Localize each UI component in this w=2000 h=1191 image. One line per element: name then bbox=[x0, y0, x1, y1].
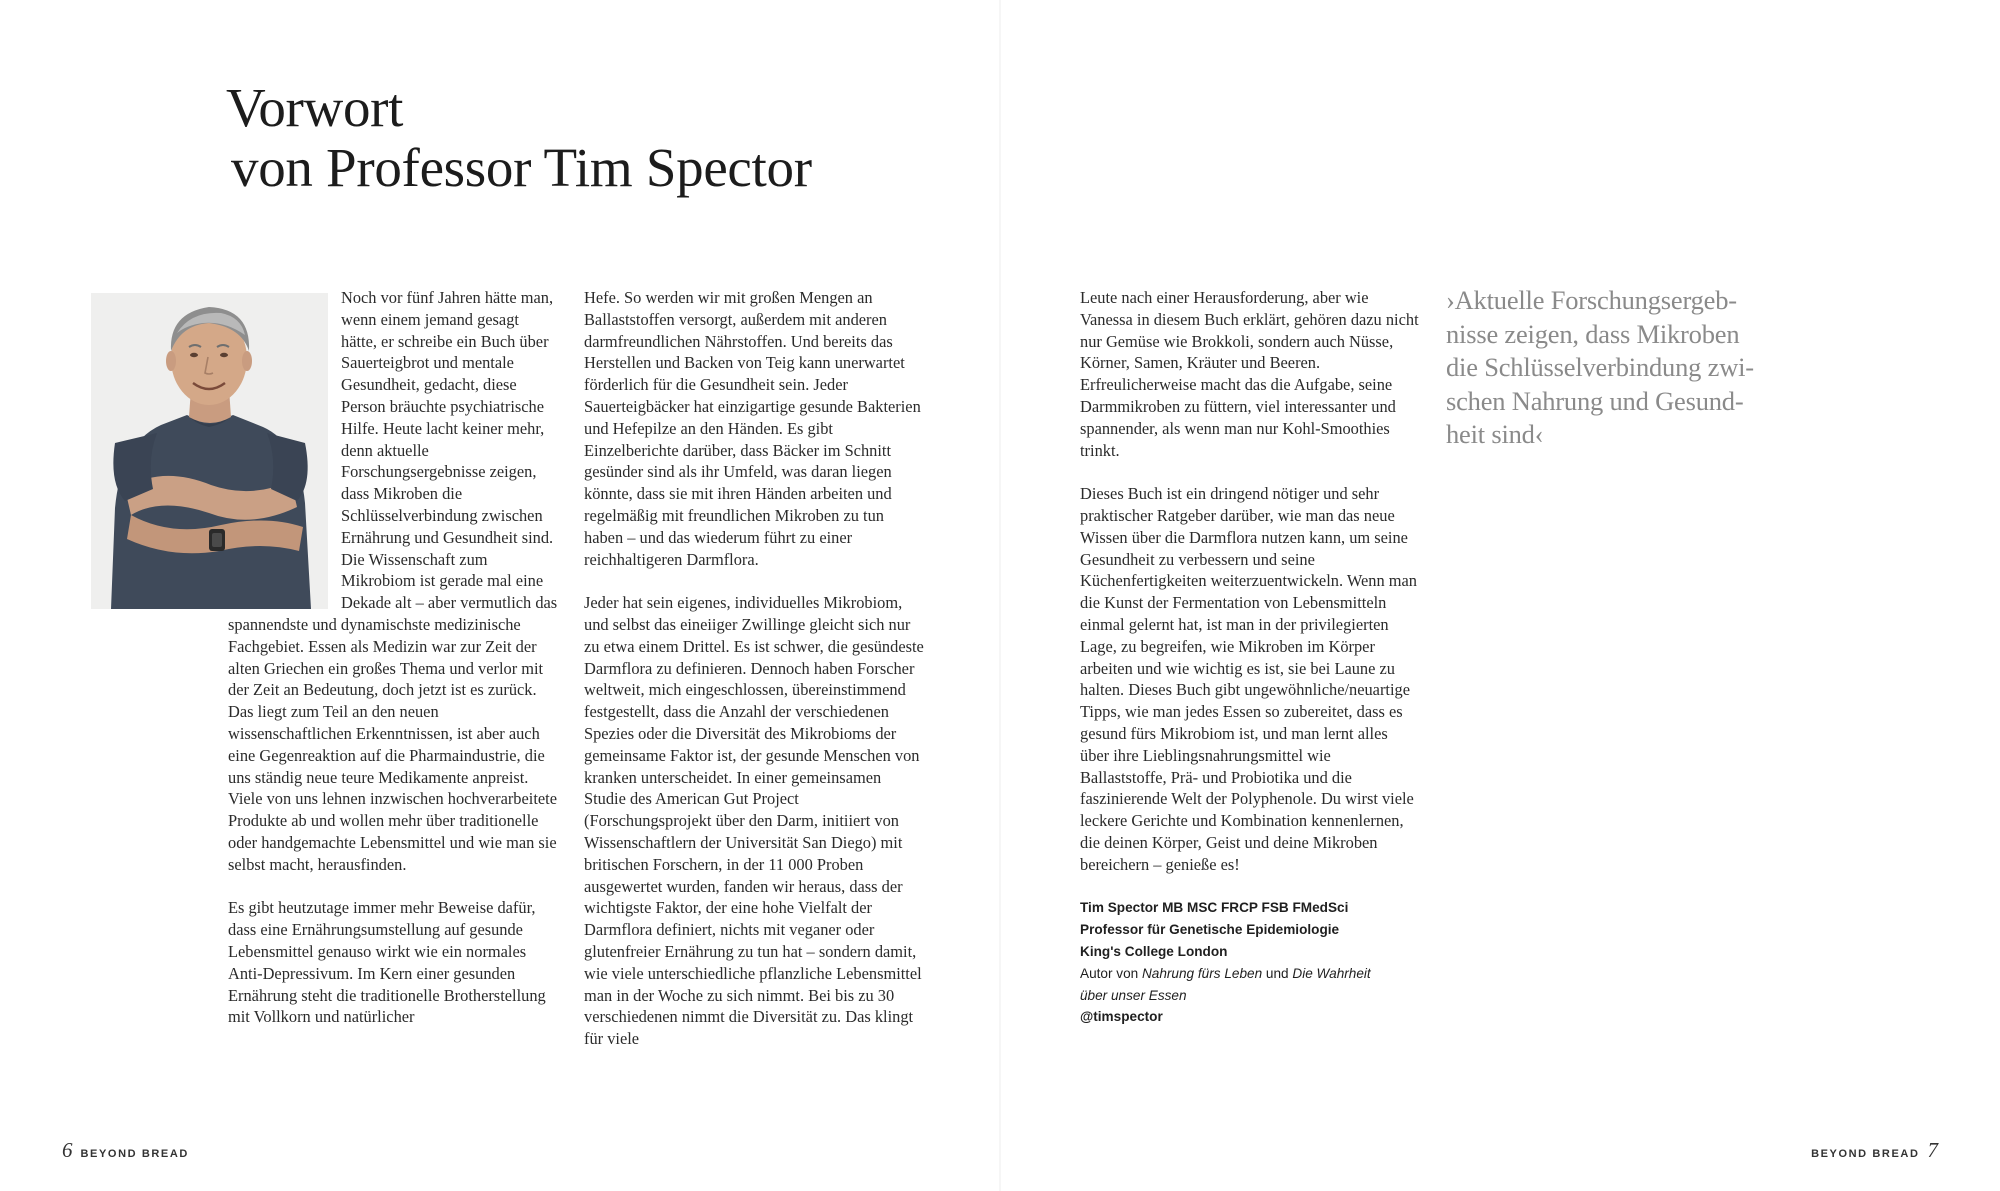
author-name: Tim Spector MB MSC FRCP FSB FMedSci bbox=[1080, 900, 1349, 916]
author-books-line bbox=[1080, 963, 1420, 985]
pull-quote bbox=[1446, 284, 1786, 452]
pull-quote-line-1: ›Aktuelle Forschungsergeb- bbox=[1446, 285, 1737, 315]
book-title-1: Nahrung fürs Leben bbox=[1141, 965, 1263, 981]
title-line-2: von Professor Tim Spector bbox=[231, 137, 812, 198]
footer-right bbox=[1811, 1138, 1938, 1163]
paragraph-challenge: Leute nach einer Herausforderung, aber wie Vanessa in diesem Buch erklärt, gehören dazu nicht nur Gemüse wie Brokkoli, sondern auch Nüsse, Körner, Samen, Kräuter und Beeren. Erfreulicherweise macht das die Aufgabe, seine Darmmikroben zu füttern, viel interessanter und spannender, als wenn man nur Kohl-Smoothies trinkt. bbox=[1080, 288, 1419, 460]
author-institution: King's College London bbox=[1080, 943, 1228, 959]
paragraph-intro bbox=[228, 287, 558, 876]
pull-quote-line-4: schen Nahrung und Gesund- bbox=[1446, 385, 1744, 416]
text-column-2 bbox=[584, 287, 924, 1072]
paragraph-intro-text: Noch vor fünf Jahren hätte man, wenn einem jemand gesagt hätte, er schreibe ein Buch über Sauerteigbrot und mentale Gesundheit, gedacht, diese Person bräuchte psychiatrische Hilfe. Heute lacht keiner mehr, denn aktuelle Forschungsergebnisse zeigen, dass Mikroben die Schlüsselverbindung zwischen Ernährung und Gesundheit sind. Die Wissenschaft zum Mikrobiom ist gerade mal eine Dekade alt – aber vermutlich das spannendste und dynamischste medizinische Fachgebiet. Essen als Medizin war zur Zeit der alten Griechen ein großes Thema und verlor mit der Zeit an Bedeutung, doch jetzt ist es zurück. Das liegt zum Teil an den neuen wissenschaftlichen Erkenntnissen, ist aber auch eine Gegenreaktion auf die Pharmaindustrie, die uns ständig neue teure Medikamente anpreist. Viele von uns lehnen inzwischen hochverarbeitete Produkte ab und wollen mehr über traditionelle oder handgemachte Lebensmittel und wie man sie selbst macht, herausfinden. bbox=[228, 288, 558, 874]
title-line-1: Vorwort bbox=[226, 77, 404, 138]
footer-left bbox=[62, 1138, 189, 1163]
pull-quote-line-5: heit sind‹ bbox=[1446, 419, 1544, 449]
page-gutter bbox=[999, 0, 1001, 1191]
page-number-right: 7 bbox=[1927, 1138, 1938, 1162]
author-books-and: und bbox=[1262, 965, 1293, 981]
author-position: Professor für Genetische Epidemiologie bbox=[1080, 922, 1340, 938]
pull-quote-line-2: nisse zeigen, dass Mikroben bbox=[1446, 318, 1740, 349]
running-head-right: BEYOND BREAD bbox=[1811, 1148, 1920, 1160]
book-title-2-line-1: Die Wahrheit bbox=[1292, 965, 1371, 981]
paragraph-evidence: Es gibt heutzutage immer mehr Beweise dafür, dass eine Ernährungsumstellung auf gesunde Lebensmittel genauso wirkt wie ein normales Anti-Depressivum. Im Kern einer gesunden Ernährung steht die traditionelle Brotherstellung mit Vollkorn und natürlicher bbox=[228, 898, 546, 1027]
author-books-line-2 bbox=[1080, 985, 1420, 1007]
author-social-handle: @timspector bbox=[1080, 1009, 1163, 1025]
paragraph-book-guide: Dieses Buch ist ein dringend nötiger und sehr praktischer Ratgeber darüber, wie man das neue Wissen über die Darmflora nutzen kann, um seine Gesundheit zu verbessern und seine Küchenfertigkeiten weiterzuentwickeln. Wenn man die Kunst der Fermentation von Lebensmitteln einmal gelernt hat, ist man in der privilegierten Lage, zu begreifen, wie Mikroben im Körper arbeiten und wie wichtig es ist, sie bei Laune zu halten. Dieses Buch gibt ungewöhnliche/neuartige Tipps, wie man jedes Essen so zubereitet, dass es gesund fürs Mikrobiom ist, und man lernt alles über ihre Lieblingsnahrungsmittel wie Ballaststoffe, Prä- und Probiotika und die faszinierende Welt der Polyphenole. Du wirst viele leckere Gerichte und Kombination kennenlernen, die deinen Körper, Geist und deine Mikroben bereichern – genieße es! bbox=[1080, 484, 1417, 874]
page-number-left: 6 bbox=[62, 1138, 73, 1162]
page-title bbox=[226, 78, 812, 198]
running-head-left: BEYOND BREAD bbox=[80, 1148, 189, 1160]
paragraph-microbiome: Jeder hat sein eigenes, individuelles Mikrobiom, und selbst das eineiiger Zwillinge gleicht sich nur zu etwa einem Drittel. Es ist schwer, die gesündeste Darmflora zu definieren. Dennoch haben Forscher weltweit, mich eingeschlossen, übereinstimmend festgestellt, dass die Anzahl der verschiedenen Spezies oder die Diversität des Mikrobioms der gemeinsame Faktor ist, der gesunde Menschen von kranken unterscheidet. In einer gemeinsamen Studie des American Gut Project (Forschungsprojekt über den Darm, initiiert von Wissenschaftlern der Universität San Diego) mit britischen Forschern, in der 11 000 Proben ausgewertet wurden, fanden wir heraus, dass der wichtigste Faktor, der eine hohe Vielfalt der Darmflora definiert, nichts mit veganer oder glutenfreier Ernährung zu tun hat – sondern damit, wie viele unterschiedliche pflanzliche Lebensmittel man in der Woche zu sich nimmt. Bei bis zu 30 verschiedenen nimmt die Diversität zu. Das klingt für viele bbox=[584, 593, 924, 1049]
text-column-1 bbox=[228, 287, 558, 1050]
author-books-prefix: Autor von bbox=[1080, 965, 1142, 981]
book-title-2-line-2: über unser Essen bbox=[1080, 987, 1187, 1003]
text-column-3 bbox=[1080, 287, 1420, 1028]
paragraph-yeast: Hefe. So werden wir mit großen Mengen an Ballaststoffen versorgt, außerdem mit anderen darmfreundlichen Nährstoffen. Und bereits das Herstellen und Backen von Teig kann unerwartet förderlich für die Gesundheit sein. Jeder Sauerteigbäcker hat einzigartige gesunde Bakterien und Hefepilze an den Händen. Es gibt Einzelberichte darüber, dass Bäcker im Schnitt gesünder sind als ihr Umfeld, was daran liegen könnte, dass sie mit ihren Händen arbeiten und regelmäßig mit freundlichen Mikroben zu tun haben – und das wiederum führt zu einer reichhaltigeren Darmflora. bbox=[584, 288, 921, 569]
pull-quote-line-3: die Schlüsselverbindung zwi- bbox=[1446, 352, 1754, 382]
portrait-wrap-space bbox=[228, 287, 341, 613]
author-signature bbox=[1080, 897, 1420, 1028]
